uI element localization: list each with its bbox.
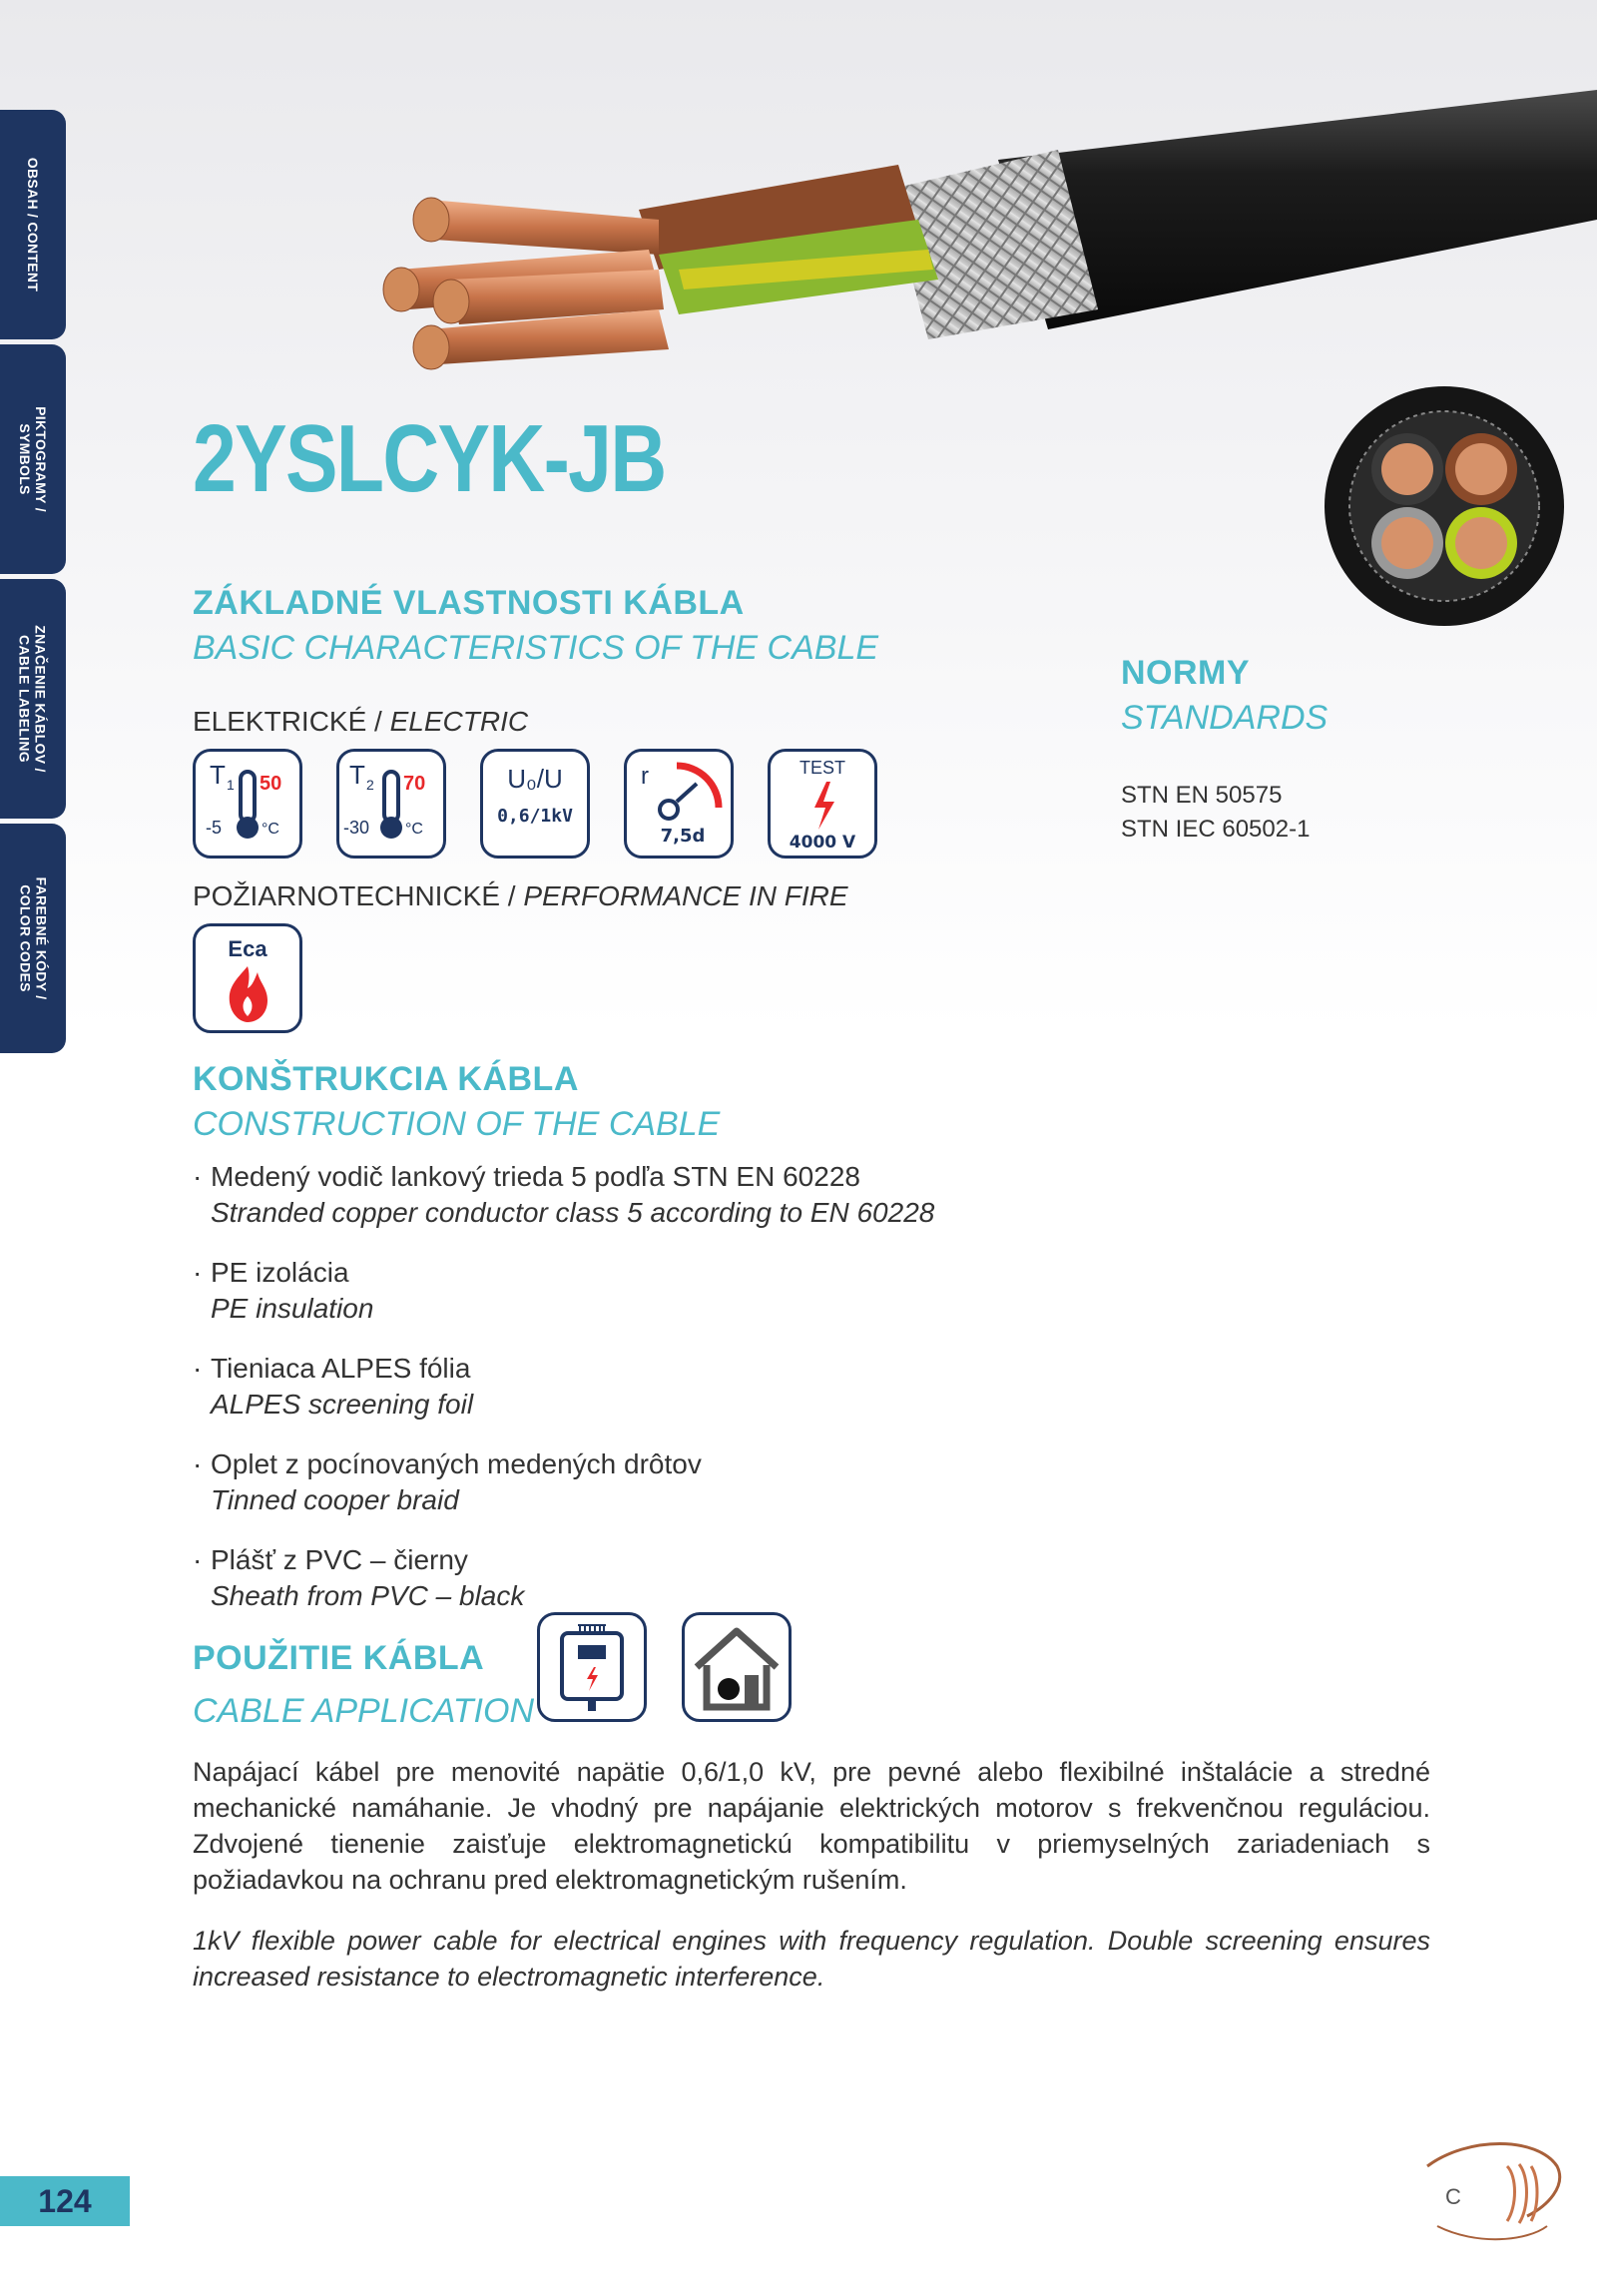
construction-heading-en: CONSTRUCTION OF THE CABLE (193, 1105, 721, 1143)
side-tab-label: SYMBOLS (17, 423, 34, 495)
thermometer-icon (241, 772, 255, 822)
t2-max: 70 (403, 773, 426, 795)
product-title: 2YSLCYK-JB (193, 405, 666, 512)
t2-min: -30 (343, 818, 370, 838)
t1-min: -5 (206, 818, 223, 838)
fire-class-pictogram (193, 923, 302, 1033)
basic-heading-sk: ZÁKLADNÉ VLASTNOSTI KÁBLA (193, 584, 745, 622)
side-tab-cable-labeling[interactable] (0, 579, 66, 819)
fire-class: Eca (228, 936, 267, 961)
temperature-operating-pictogram (336, 749, 446, 859)
t2-sub: 2 (366, 777, 374, 793)
logo-letter: C (1445, 2184, 1461, 2209)
bend-radius-line (677, 784, 697, 802)
standards-heading-sk: NORMY (1121, 654, 1251, 692)
voltage-value: 0,6/1kV (497, 806, 573, 827)
company-logo (1407, 2126, 1567, 2256)
item-sk: PE izolácia (211, 1257, 349, 1288)
application-text-en: 1kV flexible power cable for electrical engines with frequency regulation. Double screening ensures increased resistance to electromagnetic interference. (193, 1926, 1430, 1992)
page-number: 124 (0, 2176, 130, 2226)
fire-en: PERFORMANCE IN FIRE (523, 880, 848, 911)
item-en: Sheath from PVC – black (211, 1580, 525, 1611)
thermometer-bulb (380, 817, 402, 839)
standard-item: STN EN 50575 (1121, 782, 1283, 809)
application-text-sk: Napájací kábel pre menovité napätie 0,6/1,0 kV, pre pevné alebo flexibilné inštalácie a stredné mechanické namáhanie. Je vhodný pre napájanie elektrických motorov s frekvenčnou reguláciou. Zdvojené tienenie zaisťuje elektromagnetickú kompatibilitu v priemyselných zariadeniach s požiadavkou na ochranu pred elektromagnetickým rušením. (193, 1757, 1430, 1895)
list-item: · PE izolácia PE insulation (193, 1257, 991, 1325)
construction-list (193, 1161, 991, 1640)
fire-heading: POŽIARNOTECHNICKÉ / PERFORMANCE IN FIRE (193, 880, 848, 911)
cable-illustration (359, 80, 1597, 409)
list-item: · Plášť z PVC – čierny Sheath from PVC – black (193, 1544, 991, 1612)
item-sk: Medený vodič lankový trieda 5 podľa STN EN 60228 (211, 1161, 860, 1192)
bend-arc-icon (677, 766, 719, 808)
bending-radius-pictogram (624, 749, 734, 859)
side-tab-label: FAREBNÉ KÓDY / (33, 876, 49, 1000)
test-voltage-pictogram (768, 749, 877, 859)
item-en: PE insulation (211, 1293, 374, 1324)
electric-en: ELECTRIC (389, 706, 529, 737)
cable-cross-section (1323, 384, 1567, 629)
lightning-icon (814, 782, 834, 830)
list-item: · Oplet z pocínovaných medených drôtov Tinned cooper braid (193, 1448, 991, 1516)
side-tab-label: OBSAH / CONTENT (25, 157, 42, 292)
fire-sk: POŽIARNOTECHNICKÉ (193, 880, 501, 911)
standard-item: STN IEC 60502-1 (1121, 816, 1311, 843)
voltage-label: U₀/U (507, 764, 563, 794)
electric-sk: ELEKTRICKÉ (193, 706, 367, 737)
standards-heading-en: STANDARDS (1121, 699, 1329, 737)
construction-heading-sk: KONŠTRUKCIA KÁBLA (193, 1060, 579, 1098)
item-en: Stranded copper conductor class 5 according to EN 60228 (211, 1197, 935, 1228)
indoor-installation-pictogram (682, 1612, 792, 1722)
side-tab-color-codes[interactable] (0, 824, 66, 1053)
t1-max: 50 (260, 773, 282, 795)
cabinet-icon (562, 1633, 622, 1699)
side-tab-symbols[interactable] (0, 344, 66, 574)
house-icon (697, 1631, 777, 1667)
voltage-pictogram (480, 749, 590, 859)
t2-unit: °C (405, 821, 423, 838)
bend-value: 7,5d (660, 826, 706, 847)
list-item: · Medený vodič lankový trieda 5 podľa STN EN 60228 Stranded copper conductor class 5 according to EN 60228 (193, 1161, 991, 1229)
item-sk: Oplet z pocínovaných medených drôtov (211, 1448, 702, 1479)
t1-unit: °C (262, 821, 279, 838)
temperature-fixed-pictogram (193, 749, 302, 859)
electrical-cabinet-pictogram (537, 1612, 647, 1722)
thermometer-bulb (237, 817, 259, 839)
test-value: 4000 V (789, 833, 856, 853)
side-tab-label: ZNAČENIE KÁBLOV / (33, 625, 50, 773)
standards-list (1121, 779, 1310, 847)
basic-heading-en: BASIC CHARACTERISTICS OF THE CABLE (193, 629, 879, 667)
t2-label: T (349, 760, 365, 790)
item-en: Tinned cooper braid (211, 1484, 459, 1515)
electric-heading: ELEKTRICKÉ / ELECTRIC (193, 706, 529, 737)
t1-label: T (210, 760, 226, 790)
bend-label: r (641, 763, 649, 790)
test-label: TEST (798, 758, 846, 778)
side-tab-label: PIKTOGRAMY / (33, 406, 50, 512)
application-heading-sk: POUŽITIE KÁBLA (193, 1639, 485, 1677)
list-item: · Tieniaca ALPES fólia ALPES screening foil (193, 1353, 991, 1421)
t1-sub: 1 (227, 777, 235, 793)
item-sk: Plášť z PVC – čierny (211, 1544, 468, 1575)
side-tab-content[interactable] (0, 110, 66, 339)
item-en: ALPES screening foil (211, 1389, 474, 1420)
side-tab-label: COLOR CODES (17, 884, 33, 992)
side-tab-label: CABLE LABELING (17, 635, 34, 763)
application-heading-en: CABLE APPLICATION (193, 1692, 534, 1730)
item-sk: Tieniaca ALPES fólia (211, 1353, 471, 1384)
thermometer-icon (384, 772, 398, 822)
bend-center-icon (660, 801, 678, 819)
